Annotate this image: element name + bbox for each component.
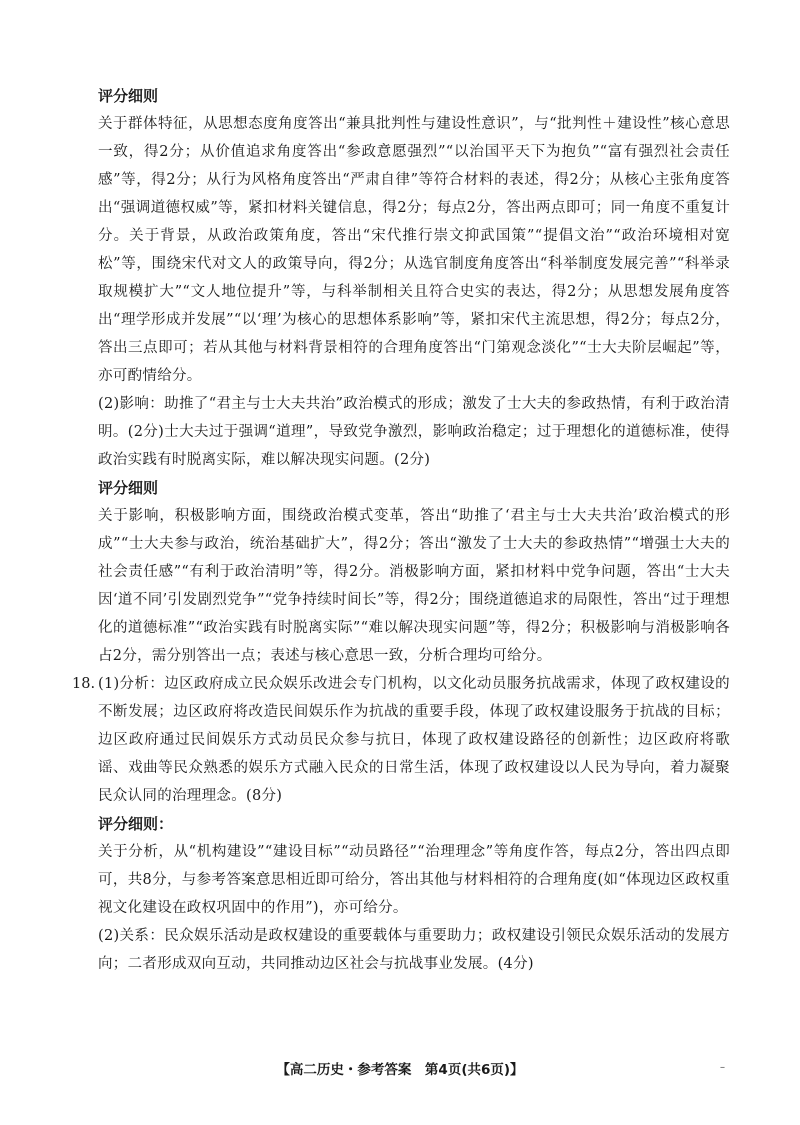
corner-mark: – [720, 1062, 725, 1073]
answer-paragraph-relation: (2)关系：民众娱乐活动是政权建设的重要载体与重要助力；政权建设引领民众娱乐活动的发展方向；二者形成双向互动，共同推动边区社会与抗战事业发展。(4分) [98, 928, 730, 972]
grading-rules-paragraph-2: 关于影响，积极影响方面，围绕政治模式变革，答出“助推了‘君主与士大夫共治’政治模式的形成”“士大夫参与政治，统治基础扩大”，得2分；答出“激发了士大夫的参政热情”“增强士大夫的社会责任感”“有利于政治清明”等，得2分。消极影响方面，紧扣材料中党争问题，答出“士大夫因‘道不同’引发剧烈党争”“党争持续时间长”等，得2分；围绕道德追求的局限性，答出“过于理想化的道德标准”“政治实践有时脱离实际”“难以解决现实问题”等，得2分；积极影响与消极影响各占2分，需分别答出一点；表述与核心意思一致，分析合理均可给分。 [98, 508, 730, 664]
question-18-block [72, 670, 730, 810]
answer-paragraph-impact: (2)影响：助推了“君主与士大夫共治”政治模式的形成；激发了士大夫的参政热情，有利于政治清明。(2分)士大夫过于强调“道理”，导致党争激烈，影响政治稳定；过于理想化的道德标准，使得政治实践有时脱离实际，难以解决现实问题。(2分) [98, 396, 730, 468]
grading-rules-paragraph-3: 关于分析，从“机构建设”“建设目标”“动员路径”“治理理念”等角度作答，每点2分，答出四点即可，共8分，与参考答案意思相近即可给分，答出其他与材料相符的合理角度(如“体现边区政权重视文化建设在政权巩固中的作用”)，亦可给分。 [98, 844, 730, 916]
grading-rules-paragraph-1: 关于群体特征，从思想态度角度答出“兼具批判性与建设性意识”，与“批判性＋建设性”核心意思一致，得2分；从价值追求角度答出“参政意愿强烈”“以治国平天下为抱负”“富有强烈社会责任感”等，得2分；从行为风格角度答出“严肃自律”等符合材料的表述，得2分；从核心主张角度答出“强调道德权威”等，紧扣材料关键信息，得2分；每点2分，答出两点即可；同一角度不重复计分。关于背景，从政治政策角度，答出“宋代推行崇文抑武国策”“提倡文治”“政治环境相对宽松”等，围绕宋代对文人的政策导向，得2分；从选官制度角度答出“科举制度发展完善”“科举录取规模扩大”“文人地位提升”等，与科举制相关且符合史实的表达，得2分；从思想发展角度答出“理学形成并发展”“以‘理’为核心的思想体系影响”等，紧扣宋代主流思想，得2分；每点2分，答出三点即可；若从其他与材料背景相符的合理角度答出“门第观念淡化”“士大夫阶层崛起”等，亦可酌情给分。 [98, 116, 730, 384]
question-number: 18. [72, 676, 96, 692]
answer-paragraph-analysis: (1)分析：边区政府成立民众娱乐改进会专门机构，以文化动员服务抗战需求，体现了政权建设的不断发展；边区政府将改造民间娱乐作为抗战的重要手段，体现了政权建设服务于抗战的目标；边区政府通过民间娱乐方式动员民众参与抗日，体现了政权建设路径的创新性；边区政府将歌谣、戏曲等民众熟悉的娱乐方式融入民众的日常生活，体现了政权建设以人民为导向，着力凝聚民众认同的治理理念。(8分) [98, 676, 730, 804]
page-footer: 【高二历史・参考答案 第4页(共6页)】 [276, 1062, 524, 1078]
grading-rules-heading-1: 评分细则 [98, 87, 159, 105]
page-content [72, 82, 730, 978]
grading-rules-heading-2: 评分细则 [98, 479, 159, 497]
grading-rules-heading-3: 评分细则： [98, 815, 174, 833]
